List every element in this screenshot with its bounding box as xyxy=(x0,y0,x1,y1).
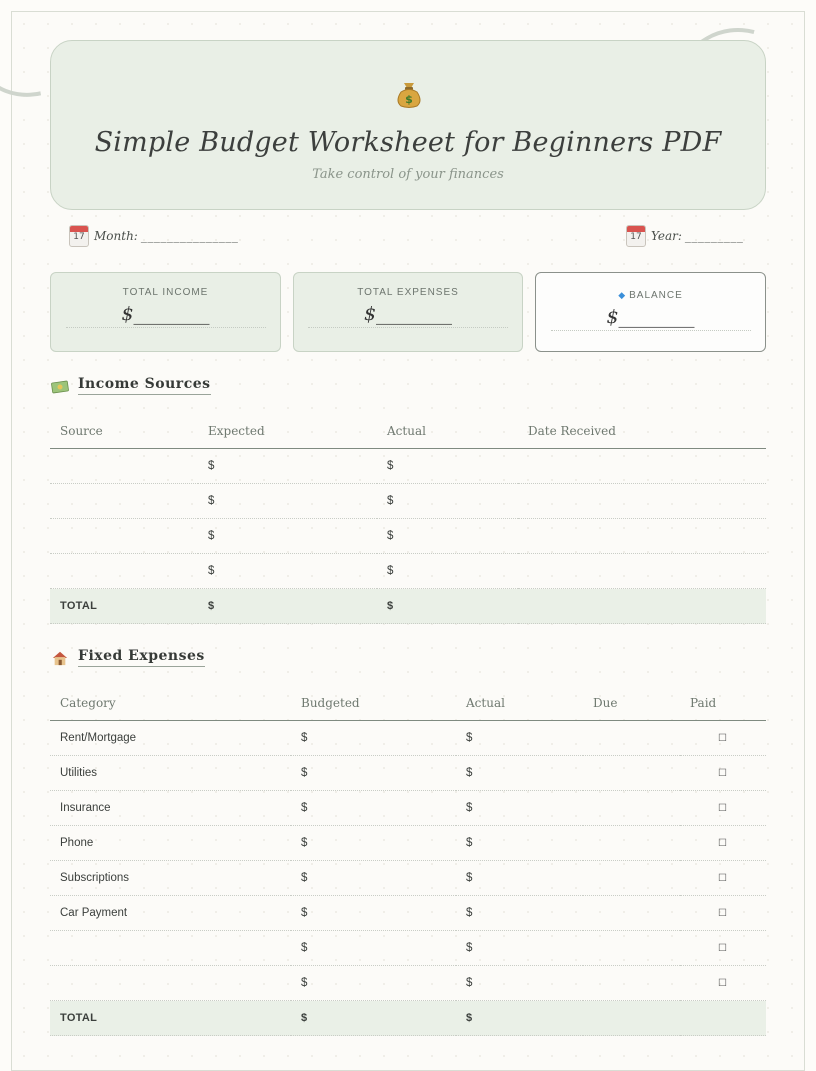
table-cell[interactable]: $ xyxy=(377,554,518,589)
table-cell[interactable]: Phone xyxy=(50,826,291,861)
table-cell[interactable] xyxy=(50,554,198,589)
table-cell[interactable] xyxy=(518,554,766,589)
year-blank[interactable]: _________ xyxy=(684,229,744,243)
column-header: Actual xyxy=(456,685,583,721)
paid-checkbox[interactable]: ☐ xyxy=(680,931,766,966)
table-cell[interactable]: $ xyxy=(198,554,377,589)
table-cell[interactable]: $ xyxy=(456,966,583,1001)
table-cell[interactable]: $ xyxy=(291,756,456,791)
total-label: TOTAL xyxy=(50,1001,291,1036)
paid-checkbox[interactable]: ☐ xyxy=(680,826,766,861)
table-cell[interactable]: $ xyxy=(377,449,518,484)
table-cell[interactable] xyxy=(583,791,680,826)
svg-text:$: $ xyxy=(405,93,413,106)
total-cell[interactable] xyxy=(583,1001,680,1036)
table-cell[interactable] xyxy=(583,756,680,791)
year-field[interactable] xyxy=(626,225,743,247)
total-expenses-value[interactable]: $________ xyxy=(308,303,508,328)
balance-card xyxy=(535,272,766,352)
table-cell[interactable] xyxy=(583,861,680,896)
income-table xyxy=(50,413,766,624)
table-row xyxy=(50,791,766,826)
table-cell[interactable]: $ xyxy=(456,931,583,966)
table-cell[interactable]: $ xyxy=(456,861,583,896)
table-cell[interactable]: $ xyxy=(198,449,377,484)
total-cell[interactable]: $ xyxy=(377,589,518,624)
table-cell[interactable] xyxy=(50,931,291,966)
table-cell[interactable] xyxy=(518,484,766,519)
table-cell[interactable]: $ xyxy=(291,791,456,826)
table-cell[interactable]: $ xyxy=(291,826,456,861)
table-cell[interactable] xyxy=(583,721,680,756)
calendar-icon: 17 xyxy=(69,225,89,247)
table-cell[interactable]: $ xyxy=(456,791,583,826)
table-row xyxy=(50,966,766,1001)
table-cell[interactable]: Car Payment xyxy=(50,896,291,931)
column-header: Due xyxy=(583,685,680,721)
column-header: Actual xyxy=(377,413,518,449)
table-row xyxy=(50,896,766,931)
table-cell[interactable] xyxy=(518,449,766,484)
worksheet-header xyxy=(50,40,766,210)
total-cell[interactable]: $ xyxy=(456,1001,583,1036)
table-cell[interactable] xyxy=(50,449,198,484)
table-row xyxy=(50,554,766,589)
month-field[interactable] xyxy=(69,225,238,247)
table-row xyxy=(50,861,766,896)
fixed-expenses-section-title: Fixed Expenses xyxy=(78,648,205,667)
table-row xyxy=(50,721,766,756)
total-income-value[interactable]: $________ xyxy=(66,303,266,328)
table-row xyxy=(50,931,766,966)
table-cell[interactable]: $ xyxy=(377,484,518,519)
table-cell[interactable]: $ xyxy=(198,519,377,554)
total-income-card xyxy=(50,272,281,352)
paid-checkbox[interactable]: ☐ xyxy=(680,791,766,826)
table-cell[interactable]: Rent/Mortgage xyxy=(50,721,291,756)
paid-checkbox[interactable]: ☐ xyxy=(680,966,766,1001)
table-cell[interactable]: $ xyxy=(456,721,583,756)
table-cell[interactable]: $ xyxy=(377,519,518,554)
column-header: Expected xyxy=(198,413,377,449)
table-cell[interactable] xyxy=(583,826,680,861)
diamond-icon: ◆ xyxy=(618,290,627,300)
total-cell[interactable] xyxy=(680,1001,766,1036)
calendar-icon: 17 xyxy=(626,225,646,247)
income-section-heading xyxy=(50,376,211,395)
table-cell[interactable]: $ xyxy=(456,896,583,931)
table-cell[interactable]: Utilities xyxy=(50,756,291,791)
table-cell[interactable] xyxy=(50,519,198,554)
total-label: TOTAL xyxy=(50,589,198,624)
table-cell[interactable] xyxy=(583,966,680,1001)
table-cell[interactable]: $ xyxy=(198,484,377,519)
table-cell[interactable] xyxy=(50,484,198,519)
paid-checkbox[interactable]: ☐ xyxy=(680,721,766,756)
total-cell[interactable]: $ xyxy=(291,1001,456,1036)
paid-checkbox[interactable]: ☐ xyxy=(680,756,766,791)
table-cell[interactable]: Insurance xyxy=(50,791,291,826)
table-row xyxy=(50,484,766,519)
money-bag-icon xyxy=(395,79,423,109)
total-expenses-label: TOTAL EXPENSES xyxy=(357,287,459,298)
paid-checkbox[interactable]: ☐ xyxy=(680,861,766,896)
total-cell[interactable] xyxy=(518,589,766,624)
year-label: Year: xyxy=(651,229,682,243)
table-cell[interactable]: $ xyxy=(456,826,583,861)
column-header: Source xyxy=(50,413,198,449)
table-row xyxy=(50,826,766,861)
table-cell[interactable]: $ xyxy=(291,896,456,931)
money-with-wings-icon xyxy=(50,378,70,394)
total-income-label: TOTAL INCOME xyxy=(122,287,209,298)
total-row xyxy=(50,1001,766,1036)
table-cell[interactable]: $ xyxy=(291,966,456,1001)
table-row xyxy=(50,519,766,554)
income-section-title: Income Sources xyxy=(78,376,211,395)
table-cell[interactable] xyxy=(50,966,291,1001)
table-cell[interactable]: Subscriptions xyxy=(50,861,291,896)
paid-checkbox[interactable]: ☐ xyxy=(680,896,766,931)
house-icon xyxy=(50,650,70,666)
page-title: Simple Budget Worksheet for Beginners PDF xyxy=(94,127,722,158)
page-subtitle: Take control of your finances xyxy=(312,167,504,182)
table-cell[interactable]: $ xyxy=(291,931,456,966)
table-cell[interactable] xyxy=(583,896,680,931)
column-header: Category xyxy=(50,685,291,721)
total-cell[interactable]: $ xyxy=(198,589,377,624)
column-header: Budgeted xyxy=(291,685,456,721)
total-row xyxy=(50,589,766,624)
column-header: Paid xyxy=(680,685,766,721)
fixed-expenses-table xyxy=(50,685,766,1036)
fixed-expenses-section-heading xyxy=(50,648,205,667)
table-cell[interactable]: $ xyxy=(291,721,456,756)
table-cell[interactable] xyxy=(583,931,680,966)
total-expenses-card xyxy=(293,272,523,352)
table-cell[interactable] xyxy=(518,519,766,554)
month-blank[interactable]: _______________ xyxy=(140,229,239,243)
month-label: Month: xyxy=(94,229,138,243)
column-header: Date Received xyxy=(518,413,766,449)
table-row xyxy=(50,449,766,484)
table-cell[interactable]: $ xyxy=(456,756,583,791)
table-cell[interactable]: $ xyxy=(291,861,456,896)
balance-label: BALANCE xyxy=(629,290,683,301)
table-row xyxy=(50,756,766,791)
balance-value[interactable]: $________ xyxy=(551,306,751,331)
